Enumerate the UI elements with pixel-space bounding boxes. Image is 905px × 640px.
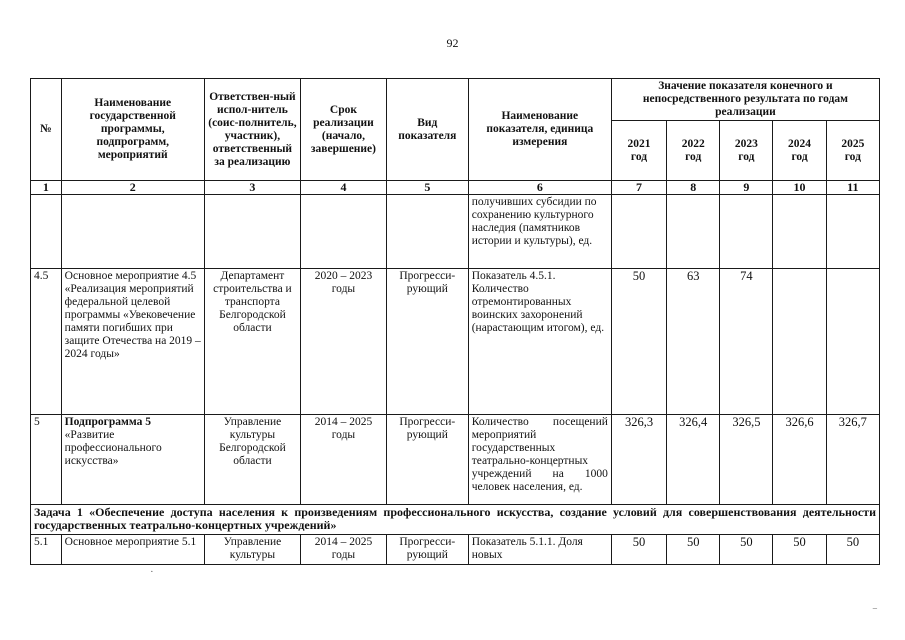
table-row <box>31 535 880 565</box>
row-name: Основное мероприятие 4.5 «Реализация мероприятий федеральной целевой программы «Увековечение памяти погибших при защите Отечества на 2019 – 2024 годы» <box>61 269 204 415</box>
row-no <box>31 195 62 269</box>
row-value: 326,5 <box>720 415 773 505</box>
row-no: 5.1 <box>31 535 62 565</box>
row-indicator: получивших субсидии по сохранению культурного наследия (памятников истории и культуры), ед. <box>468 195 611 269</box>
row-value: 326,4 <box>667 415 720 505</box>
header-indicator: Наименование показателя, единица измерения <box>468 79 611 181</box>
row-name-cell <box>61 415 204 505</box>
row-responsible: Управление культуры <box>204 535 300 565</box>
row-value: 326,7 <box>826 415 879 505</box>
column-number: 1 <box>31 181 62 195</box>
indicators-table <box>30 78 880 565</box>
header-type: Вид показателя <box>386 79 468 181</box>
table-row <box>31 415 880 505</box>
column-number: 11 <box>826 181 879 195</box>
row-indicator: Показатель 5.1.1. Доля новых <box>468 535 611 565</box>
task-text: Задача 1 «Обеспечение доступа населения к произведениям профессионального искусства, создание условий для совершенствования деятельности государственных театрально-концертных учреждений» <box>31 505 880 535</box>
header-term: Срок реализации (начало, завершение) <box>301 79 387 181</box>
row-term <box>301 195 387 269</box>
column-number: 7 <box>611 181 666 195</box>
page-number: 92 <box>446 36 459 50</box>
row-value: 50 <box>611 269 666 415</box>
row-indicator: Количество посещений мероприятий государственных театрально-концертных учреждений на 1000 человек населения, ед. <box>468 415 611 505</box>
row-type: Прогресси-рующий <box>386 269 468 415</box>
header-no: № <box>31 79 62 181</box>
row-indicator: Показатель 4.5.1. Количество отремонтированных воинских захоронений (нарастающим итогом), ед. <box>468 269 611 415</box>
row-type: Прогресси-рующий <box>386 535 468 565</box>
row-name <box>61 195 204 269</box>
header-responsible: Ответствен-ный испол-нитель (соис-полнитель, участник), ответственный за реализацию <box>204 79 300 181</box>
table-row <box>31 195 880 269</box>
header-year: 2021 год <box>611 121 666 181</box>
row-name: Основное мероприятие 5.1 <box>61 535 204 565</box>
row-responsible <box>204 195 300 269</box>
row-value: 63 <box>667 269 720 415</box>
header-name: Наименование государственной программы, подпрограмм, мероприятий <box>61 79 204 181</box>
subprogram-title: Подпрограмма 5 <box>64 416 151 428</box>
column-number: 8 <box>667 181 720 195</box>
column-number: 3 <box>204 181 300 195</box>
row-value <box>720 195 773 269</box>
row-name: «Развитие профессионального искусства» <box>64 429 162 467</box>
row-value: 326,6 <box>773 415 826 505</box>
table-row <box>31 269 880 415</box>
header-year: 2023 год <box>720 121 773 181</box>
row-value <box>826 269 879 415</box>
row-value: 50 <box>611 535 666 565</box>
row-responsible: Департамент строительства и транспорта Белгородской области <box>204 269 300 415</box>
row-term: 2014 – 2025 годы <box>301 415 387 505</box>
row-value <box>667 195 720 269</box>
scan-speck: ⁻ <box>872 605 878 617</box>
row-responsible: Управление культуры Белгородской области <box>204 415 300 505</box>
header-year: 2025 год <box>826 121 879 181</box>
row-value <box>826 195 879 269</box>
column-number: 10 <box>773 181 826 195</box>
row-value <box>611 195 666 269</box>
row-no: 4.5 <box>31 269 62 415</box>
row-value: 74 <box>720 269 773 415</box>
column-number: 6 <box>468 181 611 195</box>
column-number: 9 <box>720 181 773 195</box>
header-year: 2024 год <box>773 121 826 181</box>
header-year: 2022 год <box>667 121 720 181</box>
row-value: 326,3 <box>611 415 666 505</box>
row-term: 2014 – 2025 годы <box>301 535 387 565</box>
row-value: 50 <box>773 535 826 565</box>
row-type <box>386 195 468 269</box>
column-number: 5 <box>386 181 468 195</box>
row-type: Прогресси-рующий <box>386 415 468 505</box>
column-number: 2 <box>61 181 204 195</box>
column-number: 4 <box>301 181 387 195</box>
header-values-group: Значение показателя конечного и непосредственного результата по годам реализации <box>611 79 879 121</box>
row-value: 50 <box>826 535 879 565</box>
scan-speck: · <box>150 566 154 578</box>
row-value: 50 <box>667 535 720 565</box>
row-value: 50 <box>720 535 773 565</box>
row-no: 5 <box>31 415 62 505</box>
row-value <box>773 195 826 269</box>
row-term: 2020 – 2023 годы <box>301 269 387 415</box>
row-value <box>773 269 826 415</box>
task-row <box>31 505 880 535</box>
